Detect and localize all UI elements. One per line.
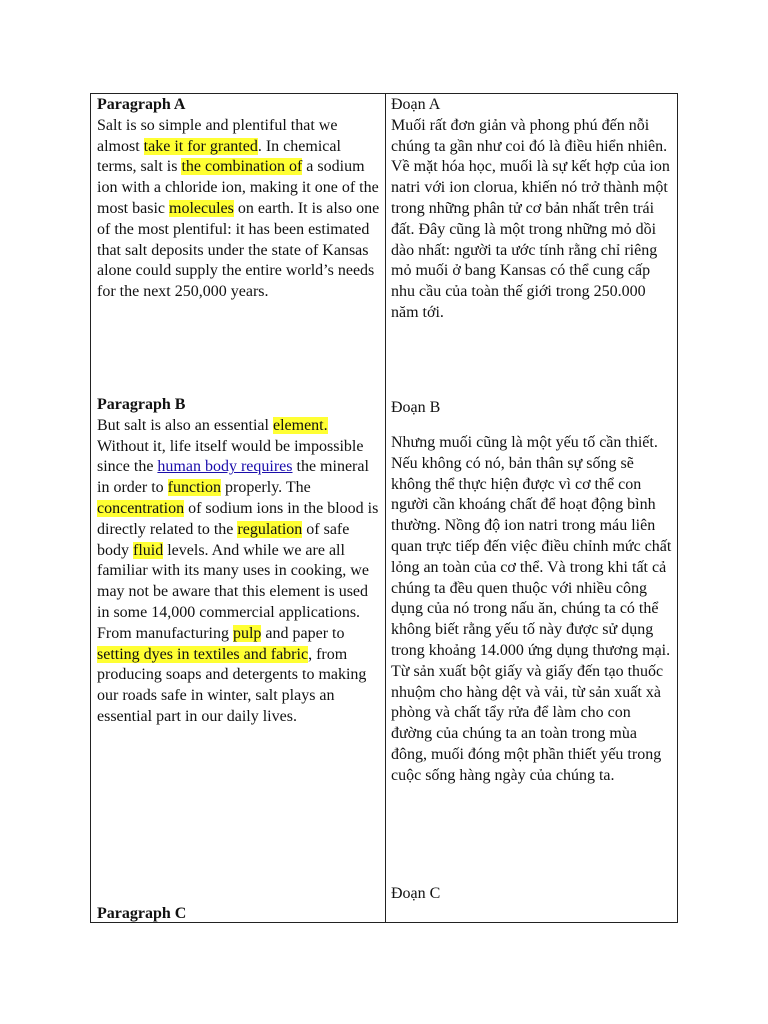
highlighted-phrase: setting dyes in textiles and fabric [97, 645, 309, 663]
text-run: and paper to [261, 624, 345, 642]
text-run: of safe body [97, 520, 350, 559]
highlighted-phrase: fluid [133, 541, 164, 559]
highlighted-phrase: molecules [169, 199, 234, 217]
column-divider [385, 93, 386, 923]
text-run: Salt is so simple and plentiful that we almost [97, 116, 338, 155]
text-run: a sodium ion with a chloride ion, making it one of the most basic [97, 158, 379, 217]
highlighted-phrase: the combination of [181, 158, 303, 176]
doan-b-heading: Đoạn B [391, 399, 441, 416]
paragraph-a-heading: Paragraph A [97, 96, 186, 113]
text-run: Without it, life itself would be impossible since the [97, 437, 364, 476]
highlighted-phrase: pulp [232, 624, 262, 642]
paragraph-a-text [97, 116, 380, 303]
text-run: , from producing soaps and detergents to making our roads safe in winter, salt plays an essential part in our daily lives. [97, 645, 367, 725]
text-run: levels. And while we are all familiar with its many uses in cooking, we may not be aware that this element is used in some 14,000 commercial applications. From manufacturing [97, 541, 369, 642]
highlighted-phrase: concentration [97, 499, 185, 517]
paragraph-a-cell [97, 95, 380, 303]
paragraph-b-heading: Paragraph B [97, 396, 186, 413]
highlighted-phrase: function [167, 479, 221, 497]
text-run: the mineral in order to [97, 458, 369, 497]
doan-b-text: Nhưng muối cũng là một yếu tố cần thiết. Nếu không có nó, bản thân sự sống sẽ không thể thực hiện được vì cơ thể con người cần khoáng chất để hoạt động bình thường. Nồng độ ion natri trong máu liên quan trực tiếp đến việc điều chỉnh mức chất lỏng an toàn của cơ thể. Và trong khi tất cả chúng ta đều quen thuộc với nhiều công dụng của nó trong nấu ăn, chúng ta có thể không biết rằng yếu tố này được sử dụng trong khoảng 14.000 ứng dụng thương mại. Từ sản xuất bột giấy và giấy đến tạo thuốc nhuộm cho hàng dệt và vải, từ sản xuất xà phòng và chất tẩy rửa để làm cho con đường của chúng ta an toàn trong mùa đông, muối đóng một phần thiết yếu trong cuộc sống hàng ngày của chúng ta. [391, 434, 672, 784]
text-run: of sodium ions in the blood is directly related to the [97, 499, 379, 538]
text-run: on earth. It is also one of the most plentiful: it has been estimated that salt deposits under the state of Kansas alone could supply the entire world’s needs for the next 250,000 years. [97, 199, 380, 301]
text-run: But salt is also an essential [97, 416, 273, 434]
highlighted-phrase: take it for granted [143, 137, 258, 155]
paragraph-b-text [97, 416, 380, 728]
doan-a-text: Muối rất đơn giản và phong phú đến nỗi chúng ta gần như coi đó là điều hiển nhiên. Về mặt hóa học, muối là sự kết hợp của ion natri với ion clorua, khiến nó trở thành một trong những phân tử cơ bản nhất trên trái đất. Đây cũng là một trong những mỏ dồi dào nhất: người ta ước tính rằng chỉ riêng mỏ muối ở bang Kansas có thể cung cấp nhu cầu của toàn thế giới trong 250.000 năm tới. [391, 116, 670, 321]
highlighted-phrase: regulation [237, 520, 303, 538]
doan-c-heading: Đoạn C [391, 885, 441, 902]
text-run: properly. The [220, 479, 311, 497]
doan-a-heading: Đoạn A [391, 96, 441, 113]
paragraph-c-heading: Paragraph C [97, 905, 187, 922]
highlighted-phrase: element. [272, 416, 328, 434]
text-run: . In chemical terms, salt is [97, 137, 341, 176]
paragraph-b-cell [97, 395, 380, 728]
human-body-link[interactable]: human body requires [157, 458, 293, 476]
doan-a-cell [391, 95, 674, 324]
